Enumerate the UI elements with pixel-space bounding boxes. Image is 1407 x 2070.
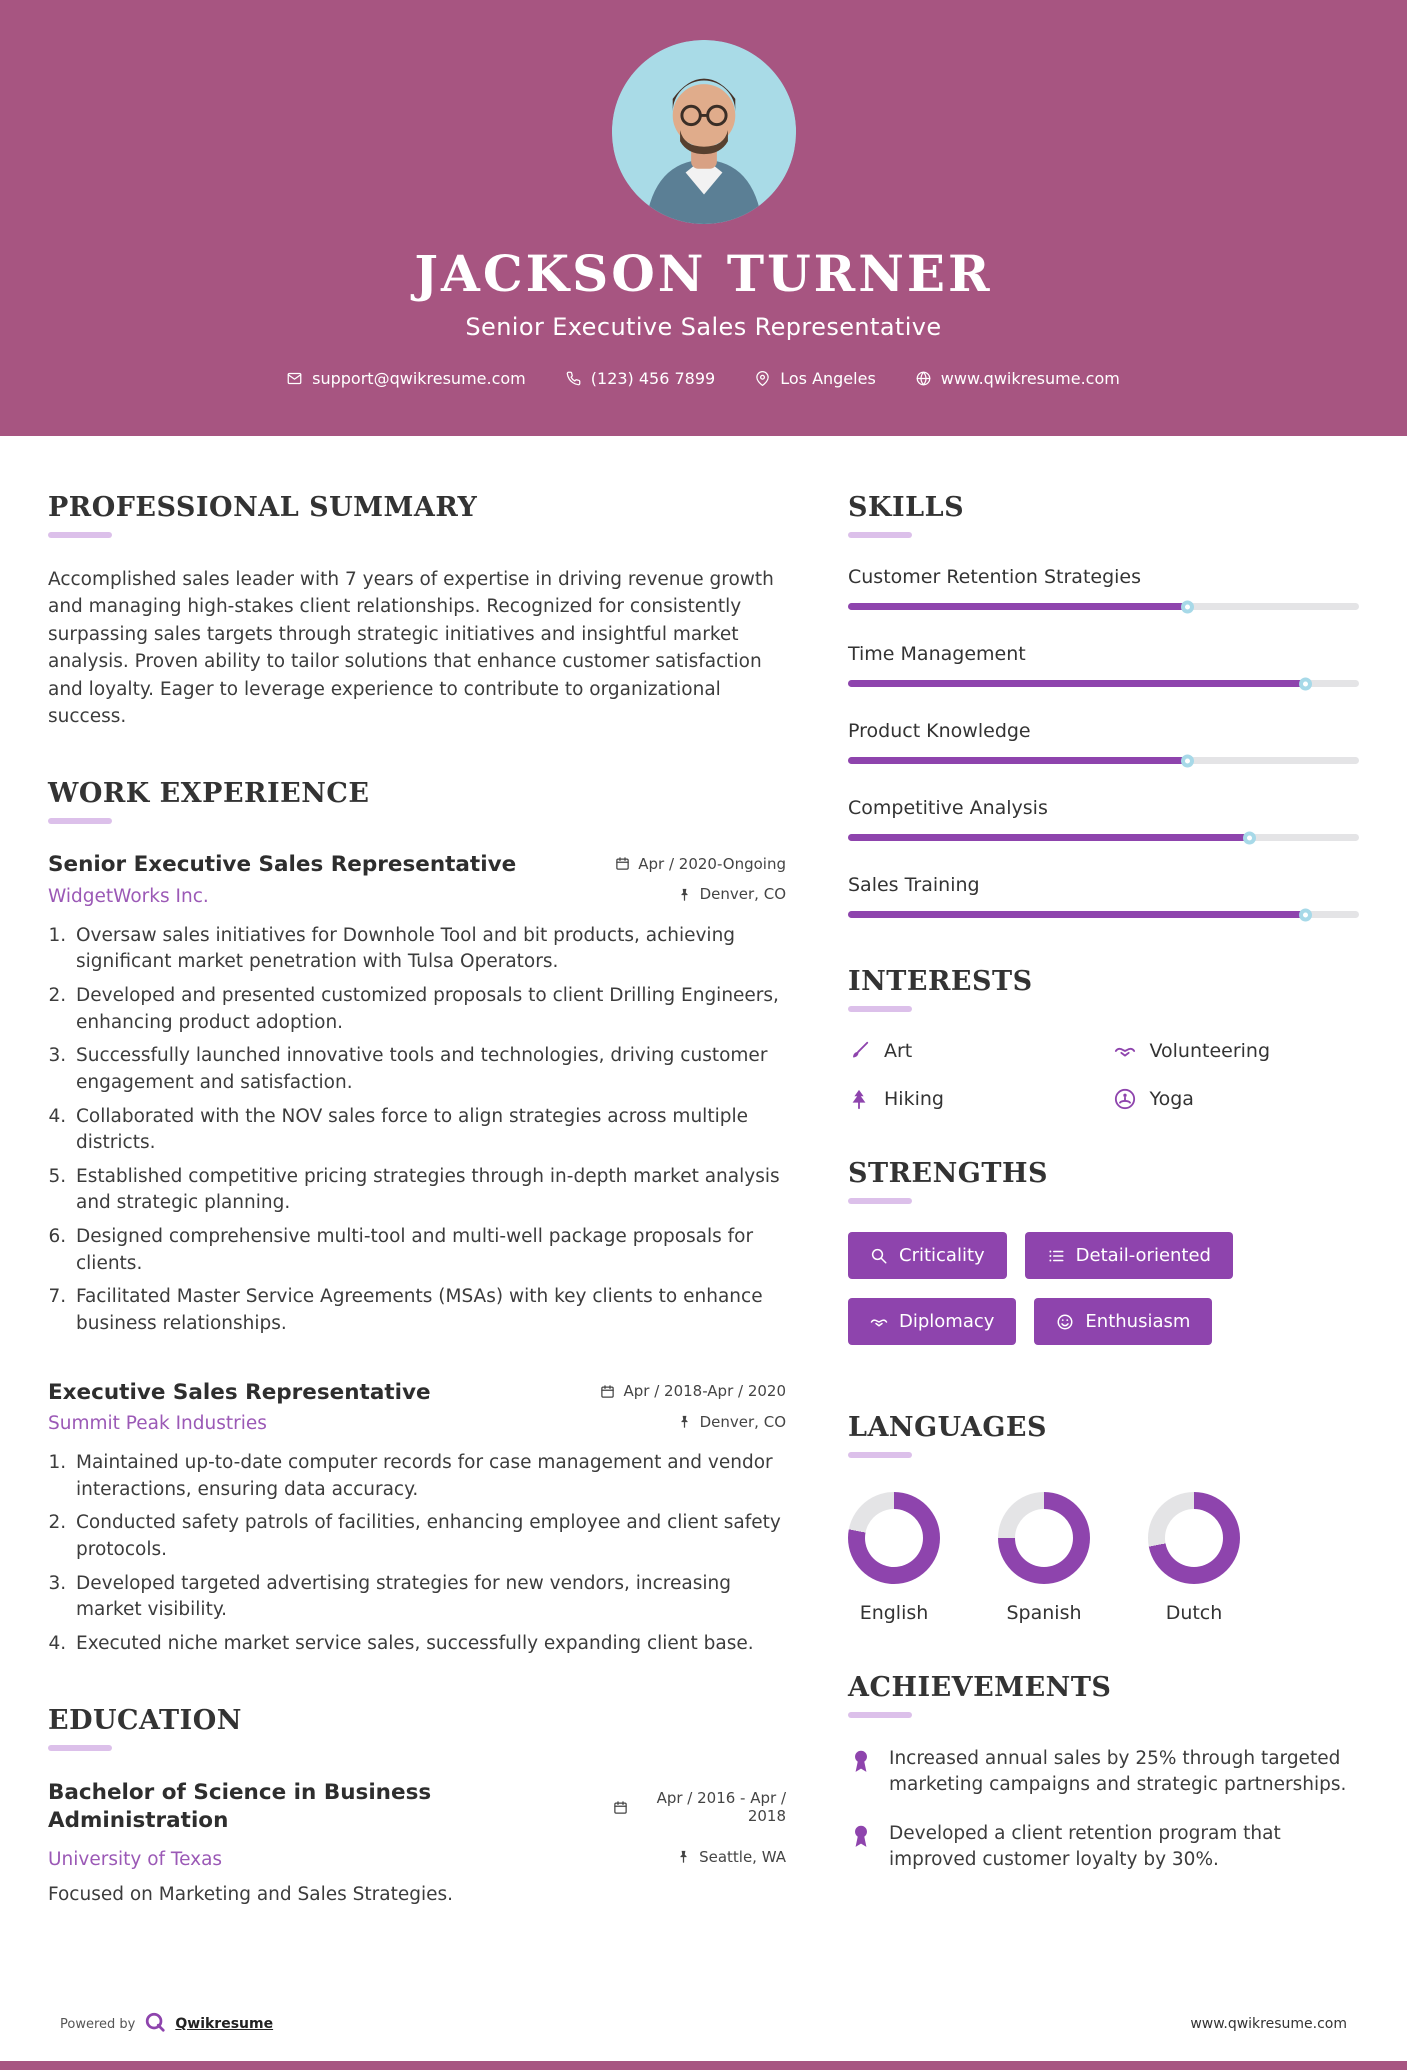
job-location (615, 885, 786, 903)
candidate-name: JACKSON TURNER (414, 244, 993, 303)
language-donut-chart (848, 1492, 940, 1584)
section-education (48, 1705, 786, 1905)
job-company-link[interactable]: WidgetWorks Inc. (48, 885, 209, 907)
section-languages (848, 1412, 1359, 1624)
education-heading: EDUCATION (48, 1705, 786, 1751)
job-bullet: 4. Collaborated with the NOV sales force to align strategies across multiple districts. (72, 1104, 786, 1157)
strength-label: Detail-oriented (1075, 1245, 1211, 1266)
contact-email[interactable] (287, 369, 526, 388)
skill-label: Sales Training (848, 874, 980, 896)
interest-item (1114, 1088, 1360, 1110)
job-bullet: 4. Executed niche market service sales, successfully expanding client base. (72, 1631, 786, 1658)
job-bullet: 1. Oversaw sales initiatives for Downhole Tool and bit products, achieving significant market penetration with Tulsa Operators. (72, 923, 786, 976)
pushpin-icon (676, 1849, 691, 1864)
powered-by-label: Powered by (60, 2016, 136, 2032)
interest-label: Art (884, 1040, 913, 1062)
language-item (848, 1492, 940, 1624)
smiley-icon (1056, 1313, 1074, 1331)
slider-thumb (1243, 831, 1256, 844)
section-strengths (848, 1158, 1359, 1364)
skills-heading: SKILLS (848, 492, 1359, 538)
contact-email-text: support@qwikresume.com (312, 369, 526, 388)
job-dates-text: Apr / 2018-Apr / 2020 (623, 1382, 786, 1400)
interest-item (848, 1040, 1094, 1062)
phone-icon (566, 371, 581, 386)
job-title: Senior Executive Sales Representative (48, 852, 517, 878)
language-donut-chart (998, 1492, 1090, 1584)
interest-item (848, 1088, 1094, 1110)
page-footer (0, 1993, 1407, 2061)
qwikresume-logo-icon (144, 2011, 166, 2037)
job-location (600, 1413, 786, 1431)
strength-badge-enthusiasm (1034, 1298, 1212, 1345)
language-item (1148, 1492, 1240, 1624)
skill-slider (848, 680, 1359, 687)
achievement-item (848, 1746, 1359, 1799)
list-icon (1047, 1247, 1065, 1265)
calendar-icon (615, 856, 630, 871)
job-bullet-list (72, 1450, 786, 1657)
job-dates (600, 1382, 786, 1400)
education-dates (613, 1779, 786, 1835)
section-professional-summary (48, 492, 786, 730)
job-bullet: 7. Facilitated Master Service Agreements (MSAs) with key clients to enhance business relationships. (72, 1284, 786, 1337)
section-interests (848, 966, 1359, 1110)
job-location-text: Denver, CO (699, 1412, 786, 1431)
section-achievements (848, 1672, 1359, 1873)
contact-location-text: Los Angeles (780, 369, 876, 388)
languages-heading: LANGUAGES (848, 1412, 1359, 1458)
envelope-icon (287, 371, 302, 386)
paintbrush-icon (848, 1040, 870, 1062)
education-school-link[interactable]: University of Texas (48, 1849, 223, 1871)
strength-badge-criticality (848, 1232, 1007, 1279)
job-entry (48, 852, 786, 1337)
section-work-experience (48, 778, 786, 1657)
achievement-item (848, 1821, 1359, 1874)
pushpin-icon (677, 1414, 692, 1429)
strengths-heading: STRENGTHS (848, 1158, 1359, 1204)
summary-text: Accomplished sales leader with 7 years of expertise in driving revenue growth and managing high-stakes client relationships. Recognized for consistently surpassing sales targets through strategic initiatives and insightful market analysis. Proven ability to tailor solutions that enhance customer satisfaction and loyalty. Eager to leverage experience to contribute to organizational success. (48, 569, 774, 727)
profile-photo (612, 40, 796, 224)
strength-label: Diplomacy (899, 1311, 995, 1332)
education-dates-text: Apr / 2016 - Apr / 2018 (656, 1789, 786, 1826)
slider-thumb (1181, 600, 1194, 613)
slider-thumb (1181, 754, 1194, 767)
language-item (998, 1492, 1090, 1624)
skill-slider (848, 757, 1359, 764)
yoga-icon (1114, 1088, 1136, 1110)
strength-label: Enthusiasm (1085, 1311, 1191, 1332)
language-label: Dutch (1165, 1602, 1223, 1624)
education-location (613, 1843, 786, 1870)
hands-heart-icon (1114, 1040, 1136, 1062)
job-title: Executive Sales Representative (48, 1379, 431, 1405)
job-location-text: Denver, CO (699, 885, 786, 904)
resume-header (0, 0, 1407, 436)
globe-icon (916, 371, 931, 386)
interest-label: Volunteering (1149, 1040, 1271, 1062)
calendar-icon (600, 1384, 615, 1399)
calendar-icon (613, 1800, 628, 1815)
job-bullet: 5. Established competitive pricing strategies through in-depth market analysis and strategic planning. (72, 1164, 786, 1217)
qwikresume-link[interactable]: Qwikresume (175, 2016, 274, 2033)
language-label: English (859, 1602, 929, 1624)
powered-by (60, 2011, 273, 2037)
job-bullet: 2. Developed and presented customized proposals to client Drilling Engineers, enhancing product adoption. (72, 983, 786, 1036)
tree-icon (848, 1088, 870, 1110)
job-bullet: 1. Maintained up-to-date computer records for case management and vendor interactions, ensuring data accuracy. (72, 1450, 786, 1503)
strength-badge-diplomacy (848, 1298, 1016, 1345)
skill-item (848, 566, 1359, 610)
skill-label: Customer Retention Strategies (848, 566, 1142, 588)
skill-label: Time Management (848, 643, 1026, 665)
interest-item (1114, 1040, 1360, 1062)
footer-website[interactable]: www.qwikresume.com (1190, 2016, 1347, 2033)
magnifier-icon (870, 1247, 888, 1265)
skill-slider (848, 603, 1359, 610)
experience-heading: WORK EXPERIENCE (48, 778, 786, 824)
language-donut-chart (1148, 1492, 1240, 1584)
education-note: Focused on Marketing and Sales Strategies. (48, 1884, 454, 1906)
achievement-text: Developed a client retention program that improved customer loyalty by 30%. (889, 1822, 1281, 1870)
interest-label: Hiking (884, 1088, 944, 1110)
strength-label: Criticality (899, 1245, 985, 1266)
avatar-illustration (612, 40, 796, 224)
right-column (848, 492, 1359, 1921)
skill-item (848, 797, 1359, 841)
contact-phone[interactable] (566, 369, 715, 388)
contact-phone-text: (123) 456 7899 (590, 369, 716, 388)
job-dates (615, 855, 786, 873)
handshake-icon (870, 1313, 888, 1331)
strength-badge-detail-oriented (1025, 1232, 1233, 1279)
job-entry (48, 1380, 786, 1658)
skill-item (848, 874, 1359, 918)
education-degree: Bachelor of Science in Business Administration (48, 1780, 432, 1834)
achievement-text: Increased annual sales by 25% through targeted marketing campaigns and strategic partnerships. (889, 1748, 1347, 1796)
skill-item (848, 643, 1359, 687)
language-label: Spanish (1006, 1602, 1082, 1624)
slider-thumb (1299, 677, 1312, 690)
skill-slider (848, 834, 1359, 841)
map-pin-icon (755, 371, 770, 386)
bottom-accent-strip (0, 2061, 1407, 2070)
job-bullet-list (72, 923, 786, 1338)
candidate-title: Senior Executive Sales Representative (465, 313, 942, 341)
skill-label: Product Knowledge (848, 720, 1031, 742)
left-column (48, 492, 786, 1953)
achievements-heading: ACHIEVEMENTS (848, 1672, 1359, 1718)
job-company-link[interactable]: Summit Peak Industries (48, 1413, 267, 1434)
education-location-text: Seattle, WA (699, 1847, 786, 1866)
interest-label: Yoga (1149, 1088, 1194, 1110)
pushpin-icon (677, 887, 692, 902)
job-bullet: 3. Successfully launched innovative tools and technologies, driving customer engagement and satisfaction. (72, 1043, 786, 1096)
job-bullet: 2. Conducted safety patrols of facilities, enhancing employee and client safety protocols. (72, 1510, 786, 1563)
contact-website-text: www.qwikresume.com (940, 369, 1120, 388)
summary-heading: PROFESSIONAL SUMMARY (48, 492, 786, 538)
interests-heading: INTERESTS (848, 966, 1359, 1012)
contact-row (0, 369, 1407, 388)
section-skills (848, 492, 1359, 918)
award-icon (848, 1821, 874, 1874)
slider-thumb (1299, 908, 1312, 921)
job-bullet: 3. Developed targeted advertising strategies for new vendors, increasing market visibility. (72, 1571, 786, 1624)
job-dates-text: Apr / 2020-Ongoing (638, 854, 786, 873)
job-bullet: 6. Designed comprehensive multi-tool and multi-well package proposals for clients. (72, 1224, 786, 1277)
skill-item (848, 720, 1359, 764)
resume-body (0, 436, 1407, 1993)
skill-slider (848, 911, 1359, 918)
award-icon (848, 1746, 874, 1799)
skill-label: Competitive Analysis (848, 797, 1048, 819)
contact-location (755, 369, 876, 388)
contact-website[interactable] (916, 369, 1120, 388)
